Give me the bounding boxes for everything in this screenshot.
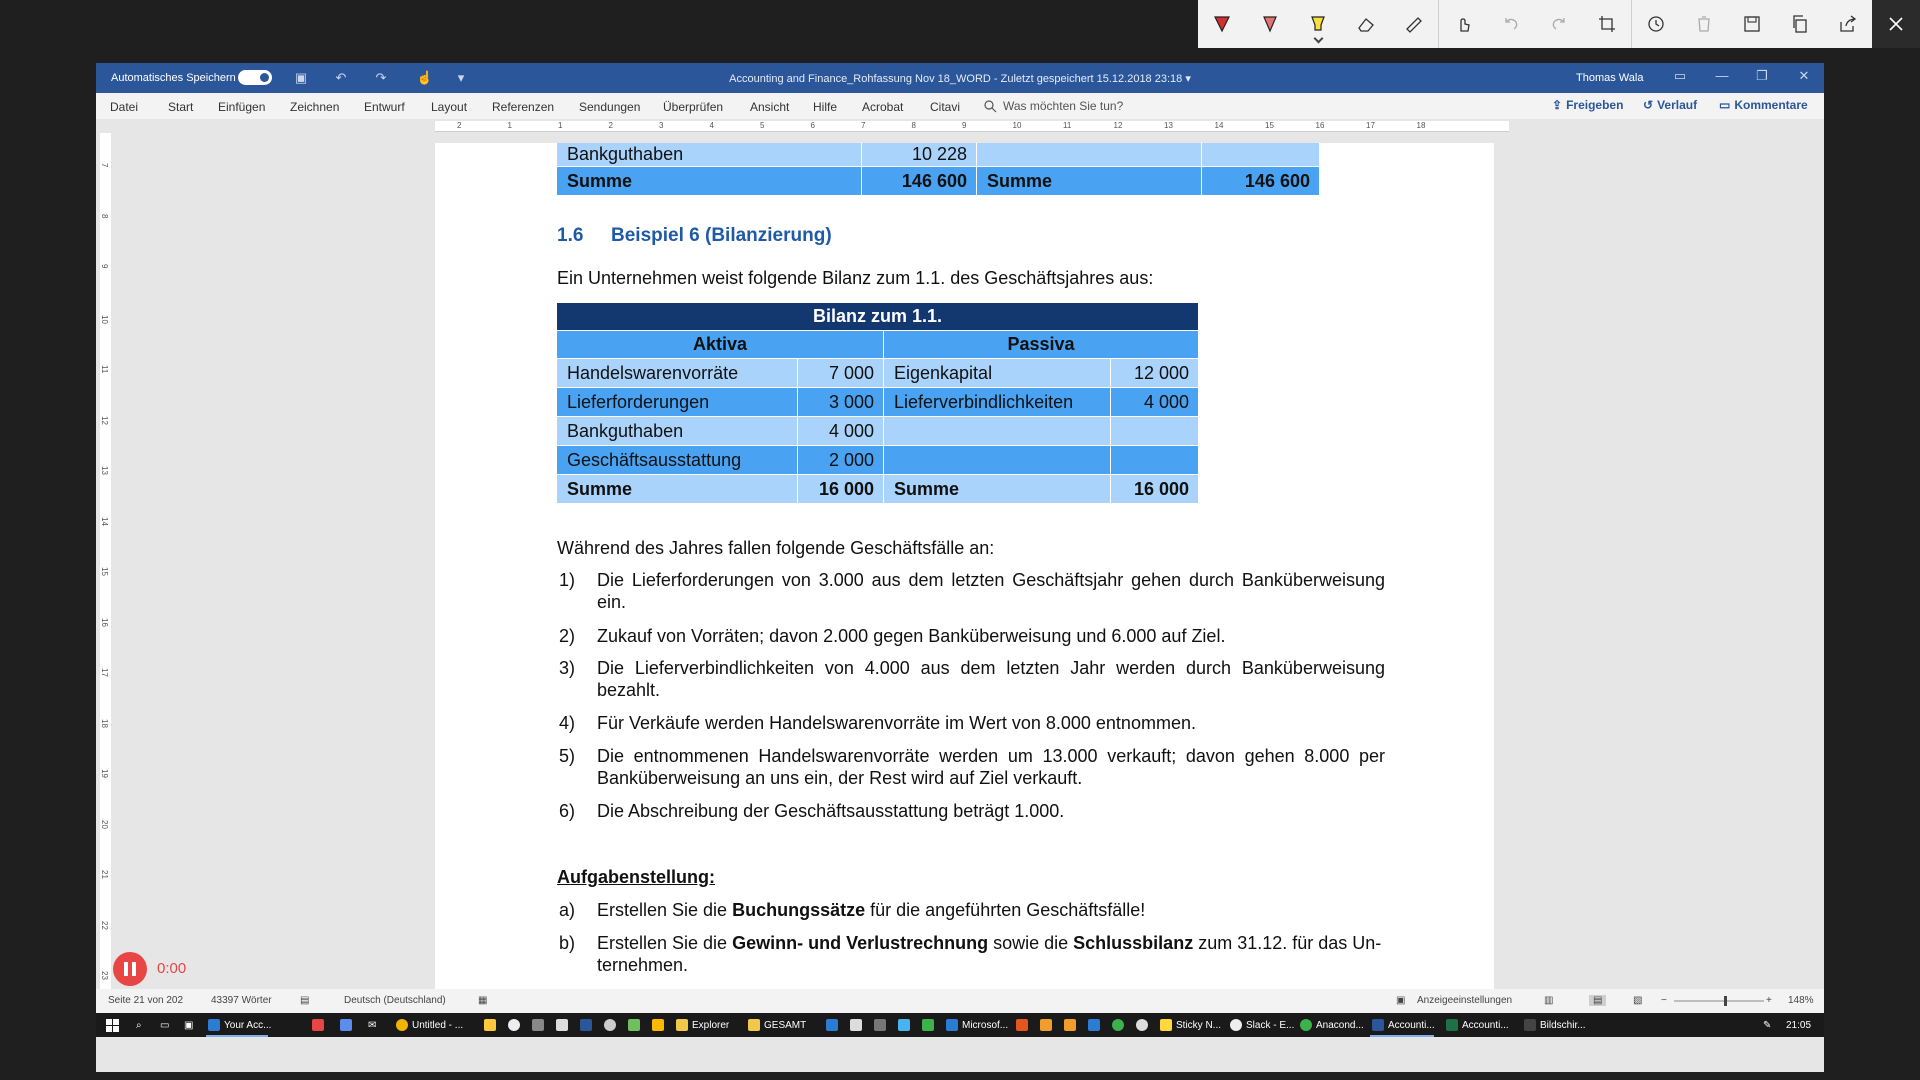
- customize-icon[interactable]: ▾: [457, 70, 465, 85]
- misc-app-icon[interactable]: [604, 1016, 616, 1034]
- misc-app-icon[interactable]: [1088, 1016, 1100, 1034]
- passiva-header: Passiva: [884, 331, 1198, 358]
- folder-icon: [748, 1019, 760, 1031]
- list-number: 1): [559, 570, 576, 590]
- balance-sum-value: 16 000: [1111, 475, 1198, 503]
- folder-icon: [676, 1019, 688, 1031]
- pocket-icon[interactable]: [312, 1016, 324, 1034]
- misc-app-icon[interactable]: [532, 1016, 544, 1034]
- taskbar-item[interactable]: [1372, 1016, 1435, 1034]
- task-text-bold: Schlussbilanz: [1073, 933, 1194, 953]
- clock[interactable]: 21:05: [1786, 1019, 1812, 1031]
- task-text-bold: Buchungssätze: [732, 900, 866, 920]
- balance-cell: 4 000: [1111, 388, 1198, 416]
- zoom-slider[interactable]: [1674, 996, 1774, 1006]
- taskbar-label: Untitled - ...: [412, 1019, 464, 1031]
- screenshot-icon: [1524, 1019, 1536, 1031]
- delete-icon[interactable]: [1680, 0, 1728, 48]
- task-text: für die angeführten Geschäftsfälle!: [865, 900, 1146, 920]
- task-text-bold: Gewinn- und Verlustrechnung: [732, 933, 989, 953]
- misc-app-icon[interactable]: [1136, 1016, 1148, 1034]
- balance-cell: 2 000: [798, 446, 883, 474]
- taskbar-item[interactable]: [1300, 1016, 1364, 1034]
- taskbar-label: GESAMT: [764, 1019, 807, 1031]
- list-number: b): [559, 933, 576, 953]
- undo-icon[interactable]: ↶: [335, 70, 347, 85]
- touch-mode-icon[interactable]: ☝: [416, 70, 434, 85]
- vertical-ruler[interactable]: [96, 133, 116, 989]
- print-layout-icon[interactable]: ▤: [1589, 995, 1606, 1006]
- balance-cell: [884, 446, 1110, 474]
- taskbar-item[interactable]: [1446, 1016, 1509, 1034]
- balance-cell: [1111, 417, 1198, 445]
- maps-icon[interactable]: [340, 1016, 352, 1034]
- tab-einfuegen[interactable]: Einfügen: [218, 100, 266, 114]
- taskbar-label: Slack - E...: [1246, 1019, 1295, 1031]
- prev-table-sum-label: Summe: [977, 167, 1201, 195]
- ruler-number: 2: [608, 121, 613, 130]
- tab-start[interactable]: Start: [168, 100, 194, 114]
- ribbon-options-icon[interactable]: ▭: [1673, 68, 1687, 83]
- ruler-number: 14: [1214, 121, 1224, 130]
- tab-ansicht[interactable]: Ansicht: [750, 100, 790, 114]
- balance-cell: 12 000: [1111, 359, 1198, 387]
- ruler-number: 1: [507, 121, 512, 130]
- ruler-number: 17: [1366, 121, 1375, 130]
- list-item: Zukauf von Vorräten; davon 2.000 gegen Banküberweisung und 6.000 auf Ziel.: [597, 626, 1226, 646]
- taskbar-item[interactable]: [1524, 1016, 1586, 1034]
- section-number: 1.6: [557, 225, 584, 246]
- taskbar-label: Accounti...: [1462, 1019, 1509, 1031]
- ruler-number: 4: [709, 121, 714, 130]
- start-icon[interactable]: [106, 1016, 119, 1034]
- balance-cell: Lieferverbindlichkeiten: [884, 388, 1110, 416]
- ruler-number: 14: [100, 516, 109, 526]
- autosave-label: Automatisches Speichern: [111, 72, 236, 84]
- macro-icon[interactable]: ▦: [478, 995, 488, 1006]
- task-text: sowie die: [988, 933, 1074, 953]
- active-indicator: [206, 1035, 268, 1037]
- user-name[interactable]: Thomas Wala: [1576, 72, 1644, 84]
- prev-table-sum-label: Summe: [557, 167, 861, 195]
- prev-table-sum-value: 146 600: [862, 167, 976, 195]
- task-text: ternehmen.: [597, 955, 689, 975]
- redo-icon[interactable]: ↷: [375, 70, 387, 85]
- save-icon[interactable]: [1728, 0, 1776, 48]
- document-title: Accounting and Finance_Rohfassung Nov 18_WORD - Zuletzt gespeichert 15.12.2018 23:18 ▾: [729, 73, 1191, 85]
- tab-referenzen[interactable]: Referenzen: [492, 100, 555, 114]
- redo-icon[interactable]: [1535, 0, 1583, 48]
- taskbar-item[interactable]: [1160, 1016, 1221, 1034]
- list-item: Für Verkäufe werden Handelswarenvorräte im Wert von 8.000 entnommen.: [597, 713, 1196, 733]
- taskbar-item[interactable]: [208, 1016, 271, 1034]
- tab-acrobat[interactable]: Acrobat: [862, 100, 904, 114]
- ruler-number: 20: [100, 819, 109, 829]
- balance-title: Bilanz zum 1.1.: [557, 303, 1198, 330]
- ruler-number: 13: [100, 466, 109, 475]
- misc-app-icon[interactable]: [898, 1016, 910, 1034]
- taskbar-item[interactable]: [1230, 1016, 1294, 1034]
- ruler-number: 17: [100, 668, 109, 677]
- ruler-number: 9: [100, 264, 109, 269]
- misc-app-icon[interactable]: [628, 1016, 640, 1034]
- share-label: Freigeben: [1566, 98, 1624, 112]
- ruler-number: 11: [1063, 121, 1072, 130]
- pen-icon[interactable]: ✎: [1763, 1019, 1772, 1031]
- misc-app-icon[interactable]: [652, 1016, 664, 1034]
- ruler-number: 2: [457, 121, 462, 130]
- task-view-icon[interactable]: ▭: [160, 1019, 170, 1031]
- taskbar-label: Explorer: [692, 1019, 730, 1031]
- task-text: Erstellen Sie die: [597, 900, 733, 920]
- prev-table-cell: 10 228: [862, 143, 976, 166]
- share-button[interactable]: [1552, 98, 1623, 112]
- ruler-number: 10: [100, 314, 109, 324]
- tab-ueberpruefen[interactable]: Überprüfen: [663, 100, 724, 114]
- word-icon: [1372, 1019, 1384, 1031]
- ruler-number: 15: [100, 567, 109, 576]
- misc-app-icon[interactable]: [1040, 1016, 1052, 1034]
- ruler-number: 8: [100, 213, 109, 218]
- red-pencil-icon[interactable]: [1246, 0, 1294, 48]
- taskbar: [96, 1013, 1824, 1037]
- ink-toolbar: [1198, 0, 1872, 48]
- task-text: Erstellen Sie die: [597, 933, 733, 953]
- search-placeholder: Was möchten Sie tun?: [1003, 99, 1124, 113]
- history-label: Verlauf: [1657, 98, 1698, 112]
- balance-cell: 7 000: [798, 359, 883, 387]
- tell-me-search[interactable]: [984, 99, 1123, 113]
- taskbar-label: Sticky N...: [1176, 1019, 1222, 1031]
- ruler-number: 22: [100, 920, 109, 930]
- ruler-number: 11: [100, 365, 109, 374]
- balance-cell: 4 000: [798, 417, 883, 445]
- undo-icon[interactable]: [1487, 0, 1535, 48]
- misc-app-icon[interactable]: [850, 1016, 862, 1034]
- list-item: Die Abschreibung der Geschäftsausstattung beträgt 1.000.: [597, 801, 1065, 821]
- red-pen-icon[interactable]: [1198, 0, 1246, 48]
- misc-app-icon[interactable]: [1112, 1016, 1124, 1034]
- ruler-number: 6: [810, 121, 815, 130]
- anaconda-icon: [1300, 1019, 1312, 1031]
- onedrive-icon[interactable]: [556, 1016, 568, 1034]
- taskbar-item[interactable]: [396, 1016, 463, 1034]
- status-bar: [96, 989, 1824, 1013]
- office-icon[interactable]: [1016, 1016, 1028, 1034]
- proofing-icon[interactable]: ▤: [300, 995, 310, 1006]
- touch-writing-icon[interactable]: [1439, 0, 1487, 48]
- recording-time: 0:00: [157, 960, 187, 977]
- chrome-icon: [396, 1019, 408, 1031]
- zoom-thumb[interactable]: [1724, 996, 1727, 1006]
- misc-app-icon[interactable]: [484, 1016, 496, 1034]
- yellow-highlighter-icon[interactable]: [1294, 0, 1342, 48]
- balance-sum-value: 16 000: [798, 475, 883, 503]
- intro-paragraph: Ein Unternehmen weist folgende Bilanz zum 1.1. des Geschäftsjahres aus:: [557, 268, 1154, 288]
- cases-intro: Während des Jahres fallen folgende Geschäftsfälle an:: [557, 538, 995, 558]
- recording-pause-button[interactable]: [113, 952, 147, 986]
- word-count[interactable]: 43397 Wörter: [211, 995, 272, 1006]
- share-icon[interactable]: [1824, 0, 1872, 48]
- ruler-number: 7: [861, 121, 866, 130]
- task-item: [597, 899, 1385, 921]
- misc-app-icon[interactable]: [874, 1016, 886, 1034]
- zoom-in-icon[interactable]: +: [1766, 995, 1772, 1006]
- ruler-number: 3: [659, 121, 664, 130]
- ruler-icon[interactable]: [1390, 0, 1438, 48]
- comments-button[interactable]: [1719, 98, 1808, 112]
- ruler-number: 1: [558, 121, 563, 130]
- zoom-level[interactable]: 148%: [1788, 995, 1814, 1006]
- task-heading: Aufgabenstellung:: [557, 867, 715, 887]
- document-page[interactable]: [435, 143, 1494, 989]
- tab-entwurf[interactable]: Entwurf: [364, 100, 405, 114]
- balance-cell: Handelswarenvorräte: [557, 359, 797, 387]
- history-button[interactable]: [1643, 98, 1697, 112]
- display-settings-icon[interactable]: ▣: [1396, 995, 1406, 1006]
- prev-table-cell: [1202, 143, 1319, 166]
- taskbar-label: Accounti...: [1388, 1019, 1435, 1031]
- list-number: 5): [559, 746, 576, 766]
- balance-cell: [884, 417, 1110, 445]
- ruler-number: 21: [100, 870, 109, 879]
- save-icon[interactable]: ▣: [294, 70, 308, 85]
- history-icon: ↺: [1643, 98, 1654, 112]
- section-title: Beispiel 6 (Bilanzierung): [611, 225, 832, 246]
- search-icon[interactable]: ⌕: [136, 1019, 142, 1031]
- ruler-number: 15: [1265, 121, 1274, 130]
- list-number: a): [559, 900, 576, 920]
- close-icon[interactable]: [1872, 0, 1920, 48]
- ruler-number: 13: [1164, 121, 1173, 130]
- edge-icon: [208, 1019, 220, 1031]
- balance-cell: 3 000: [798, 388, 883, 416]
- tab-datei[interactable]: Datei: [110, 100, 139, 114]
- store-icon[interactable]: ▣: [184, 1019, 194, 1031]
- close-icon[interactable]: ✕: [1798, 68, 1810, 83]
- comment-icon: ▭: [1719, 98, 1731, 112]
- active-indicator: [1370, 1035, 1434, 1037]
- title-bar: [96, 63, 1824, 93]
- language[interactable]: Deutsch (Deutschland): [344, 995, 446, 1006]
- ruler-number: 16: [100, 617, 109, 627]
- ribbon-tabs: [96, 93, 1824, 119]
- display-settings-label[interactable]: Anzeigeeinstellungen: [1417, 995, 1513, 1006]
- balance-cell: Lieferforderungen: [557, 388, 797, 416]
- sticky-notes-icon: [1160, 1019, 1172, 1031]
- ruler-number: 18: [100, 718, 109, 728]
- read-mode-icon[interactable]: ▥: [1544, 995, 1554, 1006]
- vscode-icon[interactable]: [826, 1016, 838, 1034]
- taskbar-label: Your Acc...: [224, 1019, 272, 1031]
- list-item: Die entnommenen Handelswarenvorräte werden um 13.000 verkauft; davon gehen 8.000 per Banküberweisung an uns ein, der Rest wird auf Ziel verkauft.: [597, 746, 1385, 788]
- minimize-icon[interactable]: —: [1715, 68, 1729, 83]
- task-item: [597, 932, 1385, 976]
- slack-icon: [1230, 1019, 1242, 1031]
- ruler-number: 19: [100, 769, 109, 778]
- balance-cell: Eigenkapital: [884, 359, 1110, 387]
- taskbar-item[interactable]: [676, 1016, 729, 1034]
- eraser-icon[interactable]: [1342, 0, 1390, 48]
- ruler-number: 9: [962, 121, 967, 130]
- tab-sendungen[interactable]: Sendungen: [579, 100, 641, 114]
- horizontal-ruler[interactable]: [96, 119, 1824, 133]
- ruler-number: 5: [760, 121, 765, 130]
- restore-icon[interactable]: ❐: [1756, 68, 1768, 83]
- copy-icon[interactable]: [1776, 0, 1824, 48]
- tab-layout[interactable]: Layout: [431, 100, 468, 114]
- list-number: 4): [559, 713, 576, 733]
- calendar-icon[interactable]: [580, 1016, 592, 1034]
- ruler-number: 23: [100, 971, 109, 980]
- ruler-number: 7: [100, 163, 109, 168]
- mail-icon[interactable]: ✉: [368, 1019, 377, 1031]
- task-text: zum 31.12. für das Un-: [1193, 933, 1382, 953]
- list-number: 3): [559, 658, 576, 678]
- taskbar-label: Bildschir...: [1540, 1019, 1586, 1031]
- prev-table-cell: Bankguthaben: [557, 143, 861, 166]
- tab-citavi[interactable]: Citavi: [930, 100, 961, 114]
- ruler-number: 12: [100, 415, 109, 425]
- tab-hilfe[interactable]: Hilfe: [813, 100, 838, 114]
- balance-sum-label: Summe: [557, 475, 797, 503]
- balance-cell: Geschäftsausstattung: [557, 446, 797, 474]
- balance-cell: Bankguthaben: [557, 417, 797, 445]
- page-count[interactable]: Seite 21 von 202: [108, 995, 184, 1006]
- aktiva-header: Aktiva: [557, 331, 883, 358]
- search-icon: [984, 100, 997, 113]
- ruler-number: 8: [911, 121, 916, 130]
- taskbar-item[interactable]: [946, 1016, 1008, 1034]
- share-icon: ⇪: [1552, 98, 1563, 112]
- ruler-number: 10: [1012, 121, 1022, 130]
- list-item: Die Lieferforderungen von 3.000 aus dem letzten Geschäftsjahr gehen durch Banküberweisung ein.: [597, 570, 1385, 612]
- tab-zeichnen[interactable]: Zeichnen: [290, 100, 340, 114]
- help-icon[interactable]: [508, 1016, 520, 1034]
- word-window: [96, 63, 1824, 1072]
- taskbar-item[interactable]: [748, 1016, 806, 1034]
- taskbar-label: Anacond...: [1316, 1019, 1364, 1031]
- misc-app-icon[interactable]: [922, 1016, 934, 1034]
- misc-app-icon[interactable]: [1064, 1016, 1076, 1034]
- history-icon[interactable]: [1632, 0, 1680, 48]
- list-number: 6): [559, 801, 576, 821]
- list-item: Die Lieferverbindlichkeiten von 4.000 aus dem letzten Jahr werden durch Banküberweisung bezahlt.: [597, 658, 1385, 700]
- taskbar-label: Microsof...: [962, 1019, 1009, 1031]
- comments-label: Kommentare: [1734, 98, 1808, 112]
- balance-cell: [1111, 446, 1198, 474]
- ruler-number: 12: [1113, 121, 1123, 130]
- prev-table-cell: [977, 143, 1201, 166]
- prev-table-sum-value: 146 600: [1202, 167, 1319, 195]
- crop-icon[interactable]: [1583, 0, 1631, 48]
- todo-icon: [946, 1019, 958, 1031]
- list-number: 2): [559, 626, 576, 646]
- web-layout-icon[interactable]: ▧: [1633, 995, 1643, 1006]
- zoom-out-icon[interactable]: −: [1661, 995, 1667, 1006]
- balance-sum-label: Summe: [884, 475, 1110, 503]
- excel-icon: [1446, 1019, 1458, 1031]
- ruler-number: 18: [1416, 121, 1426, 130]
- ruler-number: 16: [1315, 121, 1325, 130]
